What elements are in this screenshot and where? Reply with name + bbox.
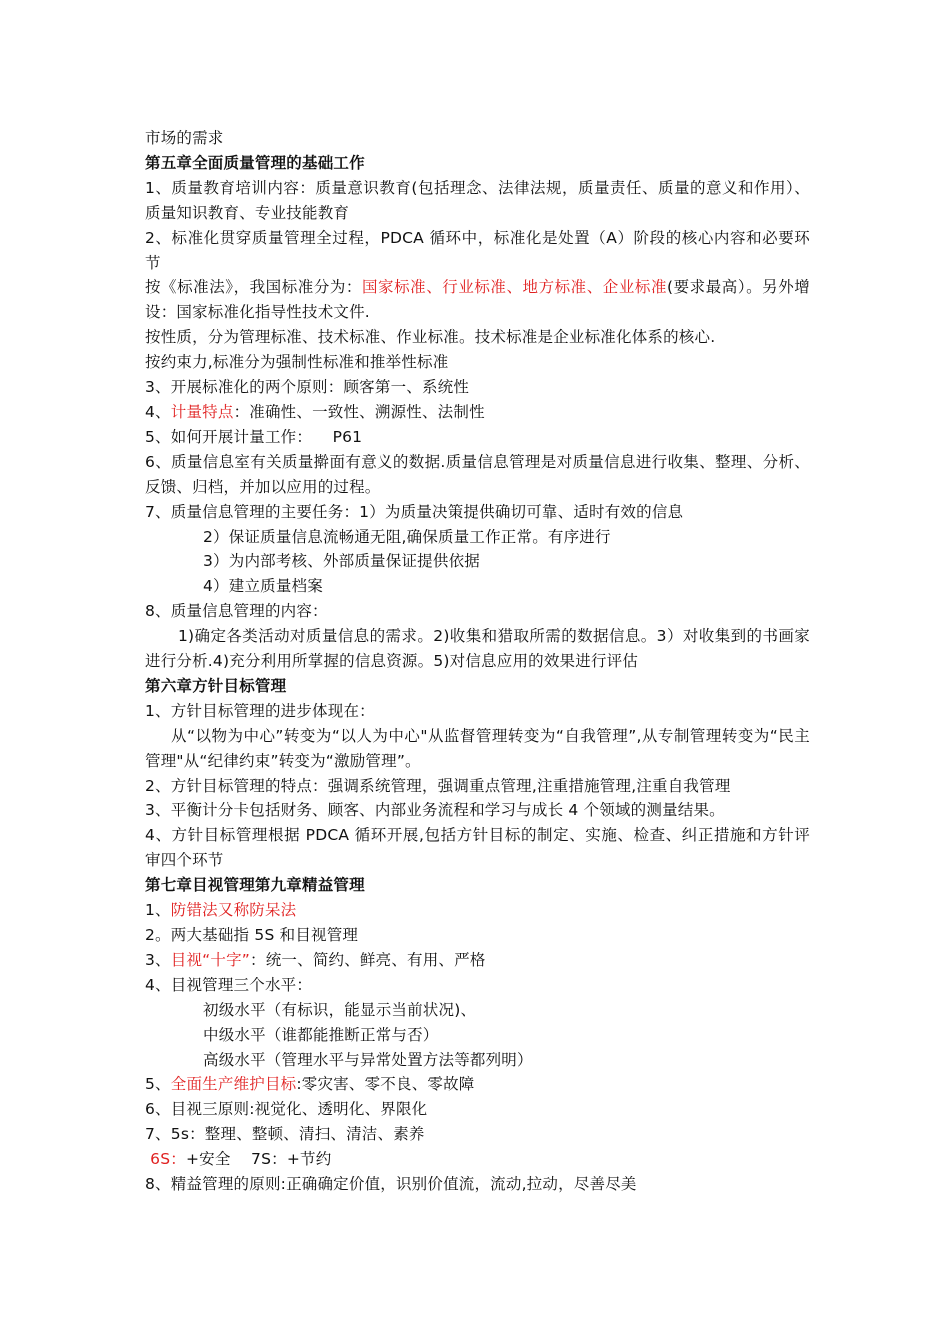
text-line: 市场的需求 bbox=[145, 129, 224, 147]
text-paragraph: 从“以物为中心”转变为“以人为中心"从监督管理转变为“自我管理”,从专制管理转变为“民主管理"从“纪律约束”转变为“激励管理”。 bbox=[145, 726, 810, 770]
text-paragraph: 2、标准化贯穿质量管理全过程，PDCA 循环中，标准化是处置（A）阶段的核心内容和必要环节 bbox=[145, 228, 810, 272]
text-line: 中级水平（谁都能推断正常与否） bbox=[203, 1025, 439, 1044]
text-line: 6、目视三原则:视觉化、透明化、界限化 bbox=[145, 1100, 428, 1119]
text-span: 4、 bbox=[145, 402, 171, 421]
text-span: (要求最高）。另外增设：国家标准化指导性技术文件. bbox=[145, 278, 810, 322]
text-line bbox=[145, 400, 810, 425]
chapter-5-heading: 第五章全面质量管理的基础工作 bbox=[145, 153, 365, 172]
text-span: :零灾害、零不良、零故障 bbox=[296, 1075, 475, 1094]
text-span: 1、 bbox=[145, 901, 171, 920]
text-line: 5、如何开展计量工作： P61 bbox=[145, 427, 363, 446]
text-line: 8、质量信息管理的内容： bbox=[145, 602, 328, 621]
text-span: ：统一、简约、鲜亮、有用、严格 bbox=[250, 950, 486, 969]
text-span: 5、 bbox=[145, 1075, 171, 1094]
text-line: 4、目视管理三个水平： bbox=[145, 975, 313, 994]
highlight-text: 计量特点 bbox=[170, 402, 234, 421]
text-paragraph bbox=[145, 275, 810, 325]
text-paragraph: 6、质量信息室有关质量擀面有意义的数据.质量信息管理是对质量信息进行收集、整理、分析、反馈、归档，并加以应用的过程。 bbox=[145, 452, 810, 496]
text-span: +安全 7S：+节约 bbox=[185, 1150, 332, 1169]
text-paragraph: 1、质量教育培训内容：质量意识教育(包括理念、法律法规，质量责任、质量的意义和作用）、质量知识教育、专业技能教育 bbox=[145, 178, 810, 222]
text-line: 2。两大基础指 5S 和目视管理 bbox=[145, 926, 359, 944]
highlight-text: 全面生产维护目标 bbox=[170, 1075, 297, 1094]
highlight-text: 国家标准、行业标准、地方标准、企业标准 bbox=[362, 278, 668, 297]
text-line: 8、精益管理的原则:正确确定价值，识别价值流，流动,拉动，尽善尽美 bbox=[145, 1175, 637, 1194]
text-line: 2）保证质量信息流畅通无阻,确保质量工作正常。有序进行 bbox=[203, 527, 611, 546]
text-paragraph: 4、方针目标管理根据 PDCA 循环开展,包括方针目标的制定、实施、检查、纠正措施和方针评审四个环节 bbox=[145, 826, 810, 870]
text-span: 3、 bbox=[145, 950, 171, 969]
text-line: 3）为内部考核、外部质量保证提供依据 bbox=[203, 552, 480, 571]
highlight-text: 6S： bbox=[145, 1150, 186, 1169]
text-line bbox=[145, 1147, 810, 1172]
text-line: 按性质，分为管理标准、技术标准、作业标准。技术标准是企业标准化体系的核心. bbox=[145, 328, 716, 347]
text-span: 按《标准法》，我国标准分为： bbox=[145, 278, 362, 297]
highlight-text: 目视“十字” bbox=[170, 950, 251, 969]
text-line: 高级水平（管理水平与异常处置方法等都列明） bbox=[203, 1050, 533, 1069]
text-line: 1、方针目标管理的进步体现在： bbox=[145, 701, 375, 720]
text-line: 3、开展标准化的两个原则：顾客第一、系统性 bbox=[145, 378, 470, 397]
chapter-7-9-heading: 第七章目视管理第九章精益管理 bbox=[145, 876, 365, 895]
text-line: 2、方针目标管理的特点：强调系统管理，强调重点管理,注重措施管理,注重自我管理 bbox=[145, 776, 731, 795]
text-line: 7、质量信息管理的主要任务：1）为质量决策提供确切可靠、适时有效的信息 bbox=[145, 502, 684, 521]
text-line bbox=[145, 1072, 810, 1097]
document-page bbox=[145, 126, 810, 1197]
chapter-6-heading: 第六章方针目标管理 bbox=[145, 676, 287, 695]
text-line bbox=[145, 948, 810, 973]
text-paragraph: 1)确定各类活动对质量信息的需求。2)收集和猎取所需的数据信息。3）对收集到的书画家进行分析.4)充分利用所掌握的信息资源。5)对信息应用的效果进行评估 bbox=[145, 627, 810, 671]
text-line: 7、5s：整理、整顿、清扫、清洁、素养 bbox=[145, 1125, 425, 1144]
text-span: ：准确性、一致性、溯源性、法制性 bbox=[233, 402, 485, 421]
highlight-text: 防错法又称防呆法 bbox=[170, 901, 297, 920]
text-line: 3、平衡计分卡包括财务、顾客、内部业务流程和学习与成长 4 个领域的测量结果。 bbox=[145, 801, 725, 820]
text-line: 初级水平（有标识，能显示当前状况)、 bbox=[203, 1000, 477, 1019]
text-line: 4）建立质量档案 bbox=[203, 577, 323, 596]
text-line: 按约束力,标准分为强制性标准和推举性标准 bbox=[145, 353, 449, 372]
text-line bbox=[145, 898, 810, 923]
